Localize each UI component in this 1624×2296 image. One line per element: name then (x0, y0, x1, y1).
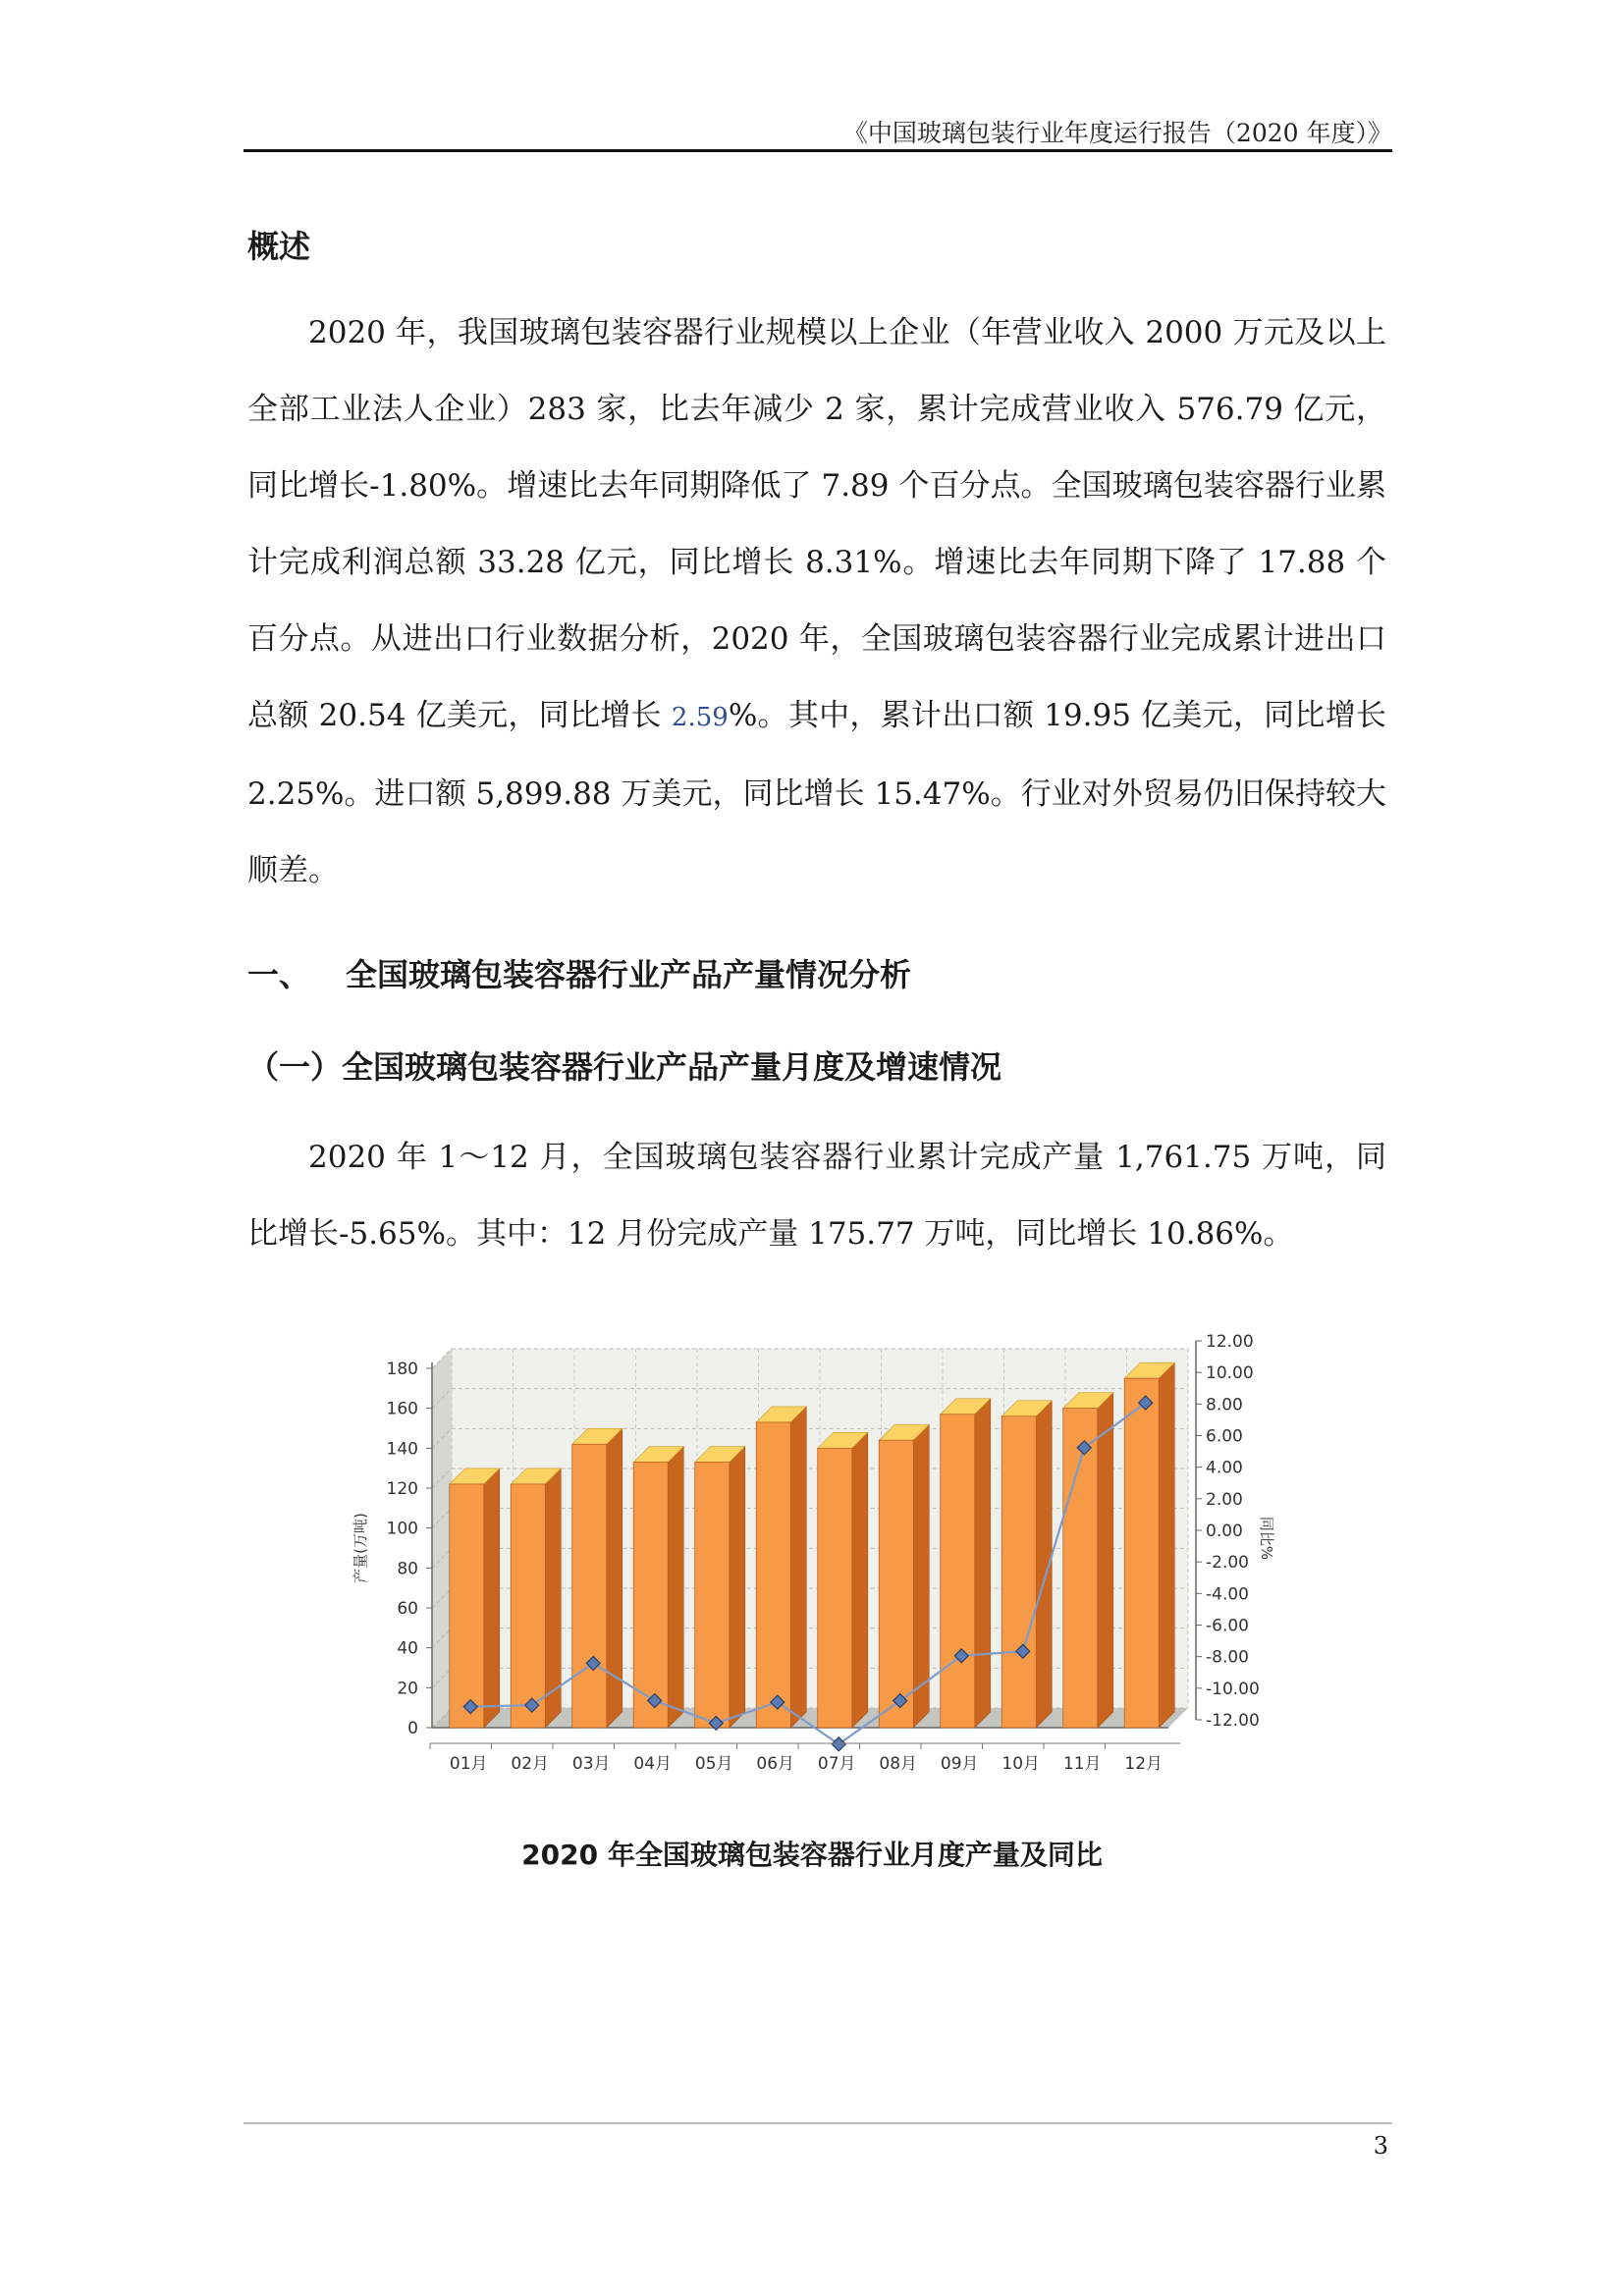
x-tick-label: 12月 (1124, 1754, 1164, 1774)
bar-side (852, 1432, 868, 1728)
subsection-heading: （一）全国玻璃包装容器行业产品产量月度及增速情况 (247, 1048, 1002, 1086)
overview-highlight: 2.59 (671, 703, 729, 732)
x-tick-label: 01月 (449, 1754, 488, 1774)
bar (572, 1428, 623, 1728)
header-title: 《中国玻璃包装行业年度运行报告（2020 年度）》 (842, 119, 1392, 147)
y-tick-label: 140 (386, 1439, 418, 1460)
y2-axis-title: 同比% (1258, 1516, 1275, 1561)
page-number: 3 (1373, 2132, 1388, 2160)
x-tick-label: 09月 (940, 1754, 979, 1774)
y-axis-title: 产量(万吨) (352, 1513, 369, 1583)
chart-caption: 2020 年全国玻璃包装容器行业月度产量及同比 (521, 1839, 1103, 1871)
bar (511, 1468, 561, 1728)
overview-text-a: 2020 年，我国玻璃包装容器行业规模以上企业（年营业收入 2000 万元及以上全部工业法人企业）283 家，比去年减少 2 家，累计完成营业收入 576.79 亿元，同比增长-1.80%。增速比去年同期降低了 7.89 个百分点。全国玻璃包装容器行业累计完成利润总额 33.28 亿元，同比增长 8.31%。增速比去年同期下降了 17.88 个百分点。从进出口行业数据分析，2020 年，全国玻璃包装容器行业完成累计进出口总额 20.54 亿美元，同比增长 (247, 315, 1386, 733)
x-tick-label: 10月 (1001, 1754, 1041, 1774)
footer-rule (244, 2122, 1392, 2124)
bar-side (484, 1468, 500, 1728)
bar (695, 1447, 745, 1728)
bar-side (1159, 1362, 1174, 1728)
y2-tick-label: 6.00 (1206, 1426, 1243, 1447)
y2-tick-label: 2.00 (1206, 1489, 1243, 1510)
y-tick-label: 160 (386, 1399, 418, 1419)
bar-front (633, 1463, 668, 1728)
bar-front (941, 1415, 975, 1728)
production-chart (334, 1325, 1276, 1796)
overview-text-b: %。其中，累计出口额 19.95 亿美元，同比增长 2.25%。进口额 5,899.88 万美元，同比增长 15.47%。行业对外贸易仍旧保持较大顺差。 (247, 698, 1386, 888)
bar (941, 1399, 991, 1728)
y2-tick-label: -10.00 (1206, 1679, 1260, 1699)
y-tick-label: 60 (397, 1599, 418, 1619)
chart-svg (334, 1325, 1276, 1796)
bar (450, 1468, 500, 1728)
overview-title: 概述 (247, 228, 311, 265)
y2-tick-label: -6.00 (1206, 1616, 1249, 1636)
y2-tick-label: 8.00 (1206, 1395, 1243, 1415)
y2-tick-label: -12.00 (1206, 1711, 1260, 1731)
bar (756, 1407, 806, 1728)
x-tick-label: 02月 (511, 1754, 550, 1774)
bar-side (975, 1399, 991, 1728)
overview-paragraph (247, 294, 1386, 909)
x-tick-label: 11月 (1062, 1754, 1102, 1774)
x-tick-label: 06月 (756, 1754, 795, 1774)
yoy-point (832, 1737, 845, 1751)
bar (879, 1424, 929, 1728)
y2-tick-label: 10.00 (1206, 1363, 1254, 1384)
bar (633, 1447, 683, 1728)
bar-side (607, 1428, 623, 1728)
bar-side (545, 1468, 561, 1728)
y2-tick-label: -2.00 (1206, 1553, 1249, 1574)
header-rule (244, 149, 1392, 152)
x-tick-label: 08月 (879, 1754, 918, 1774)
y-tick-label: 20 (397, 1679, 418, 1699)
y-tick-label: 40 (397, 1638, 418, 1659)
section-heading-text: 全国玻璃包装容器行业产品产量情况分析 (346, 956, 912, 993)
x-tick-label: 04月 (633, 1754, 673, 1774)
bar-front (572, 1444, 607, 1728)
y-tick-label: 120 (386, 1479, 418, 1499)
y2-tick-label: -4.00 (1206, 1584, 1249, 1605)
bar (1063, 1393, 1113, 1728)
x-tick-label: 05月 (694, 1754, 733, 1774)
y-tick-label: 0 (407, 1719, 418, 1738)
bar (1001, 1401, 1052, 1728)
section-heading (247, 950, 911, 995)
bar-side (790, 1407, 806, 1728)
bar-front (1124, 1378, 1159, 1728)
x-tick-label: 07月 (817, 1754, 856, 1774)
y2-tick-label: 12.00 (1206, 1332, 1254, 1352)
bar-side (1098, 1393, 1113, 1728)
y-tick-label: 80 (397, 1559, 418, 1579)
bar-side (668, 1447, 683, 1728)
section-number: 一、 (247, 956, 311, 993)
bar-front (879, 1440, 913, 1728)
y2-tick-label: 4.00 (1206, 1458, 1243, 1478)
bar-front (450, 1484, 484, 1728)
bar (818, 1432, 868, 1728)
production-paragraph: 2020 年 1～12 月，全国玻璃包装容器行业累计完成产量 1,761.75 万吨，同比增长-5.65%。其中：12 月份完成产量 175.77 万吨，同比增长 10.86%。 (247, 1140, 1386, 1252)
bar-front (818, 1448, 852, 1728)
y2-tick-label: -8.00 (1206, 1647, 1249, 1668)
bar-side (730, 1447, 745, 1728)
bar (1124, 1362, 1174, 1728)
bar-front (511, 1484, 545, 1728)
y2-tick-label: 0.00 (1206, 1522, 1243, 1541)
y-tick-label: 180 (386, 1360, 418, 1379)
bar-front (1063, 1409, 1098, 1728)
y-tick-label: 100 (386, 1519, 418, 1539)
bar-front (756, 1422, 790, 1728)
x-tick-label: 03月 (571, 1754, 611, 1774)
bar-front (695, 1463, 730, 1728)
bar-front (1001, 1416, 1036, 1728)
